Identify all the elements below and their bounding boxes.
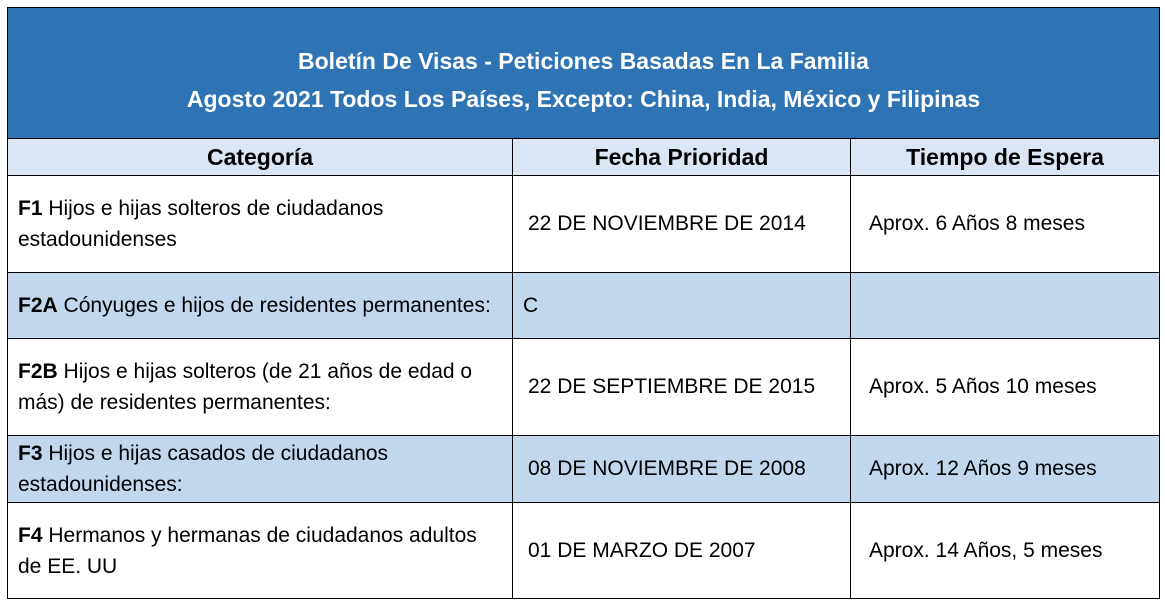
- header-row: [8, 139, 1160, 176]
- header-category: Categoría: [8, 139, 513, 176]
- wait-time-cell: Aprox. 12 Años 9 meses: [851, 436, 1160, 503]
- category-code: F2A: [18, 294, 58, 317]
- category-cell: [8, 176, 513, 273]
- table-title: [8, 8, 1160, 139]
- table-row: [8, 273, 1160, 339]
- table-row: [8, 339, 1160, 436]
- priority-date-cell: 22 DE NOVIEMBRE DE 2014: [513, 176, 851, 273]
- header-wait-time: Tiempo de Espera: [851, 139, 1160, 176]
- category-code: F4: [18, 523, 43, 547]
- category-cell: [8, 273, 513, 339]
- priority-date-cell: C: [513, 273, 851, 339]
- priority-date-cell: 01 DE MARZO DE 2007: [513, 503, 851, 599]
- category-code: F3: [18, 442, 43, 465]
- visa-bulletin-table: [7, 7, 1160, 599]
- category-cell: [8, 436, 513, 503]
- wait-time-cell: [851, 273, 1160, 339]
- visa-bulletin-table-container: [7, 7, 1159, 599]
- category-description: Hijos e hijas casados de ciudadanos estadounidenses:: [18, 442, 389, 496]
- category-code: F1: [18, 197, 43, 220]
- table-row: [8, 436, 1160, 503]
- category-code: F2B: [18, 360, 58, 383]
- priority-date-cell: 22 DE SEPTIEMBRE DE 2015: [513, 339, 851, 436]
- category-description: Hijos e hijas solteros de ciudadanos estadounidenses: [18, 197, 384, 251]
- category-description: Hijos e hijas solteros (de 21 años de edad o más) de residentes permanentes:: [18, 360, 473, 414]
- category-cell: [8, 339, 513, 436]
- category-cell: [8, 503, 513, 599]
- title-line-2: Agosto 2021 Todos Los Países, Excepto: China, India, México y Filipinas: [186, 86, 981, 112]
- header-priority-date: Fecha Prioridad: [513, 139, 851, 176]
- priority-date-cell: 08 DE NOVIEMBRE DE 2008: [513, 436, 851, 503]
- table-row: [8, 176, 1160, 273]
- category-description: Cónyuges e hijos de residentes permanentes:: [57, 294, 491, 317]
- wait-time-cell: Aprox. 6 Años 8 meses: [851, 176, 1160, 273]
- title-line-1: Boletín De Visas - Peticiones Basadas En La Familia: [298, 48, 869, 74]
- table-row: [8, 503, 1160, 599]
- wait-time-cell: Aprox. 5 Años 10 meses: [851, 339, 1160, 436]
- wait-time-cell: Aprox. 14 Años, 5 meses: [851, 503, 1160, 599]
- category-description: Hermanos y hermanas de ciudadanos adultos de EE. UU: [18, 523, 477, 578]
